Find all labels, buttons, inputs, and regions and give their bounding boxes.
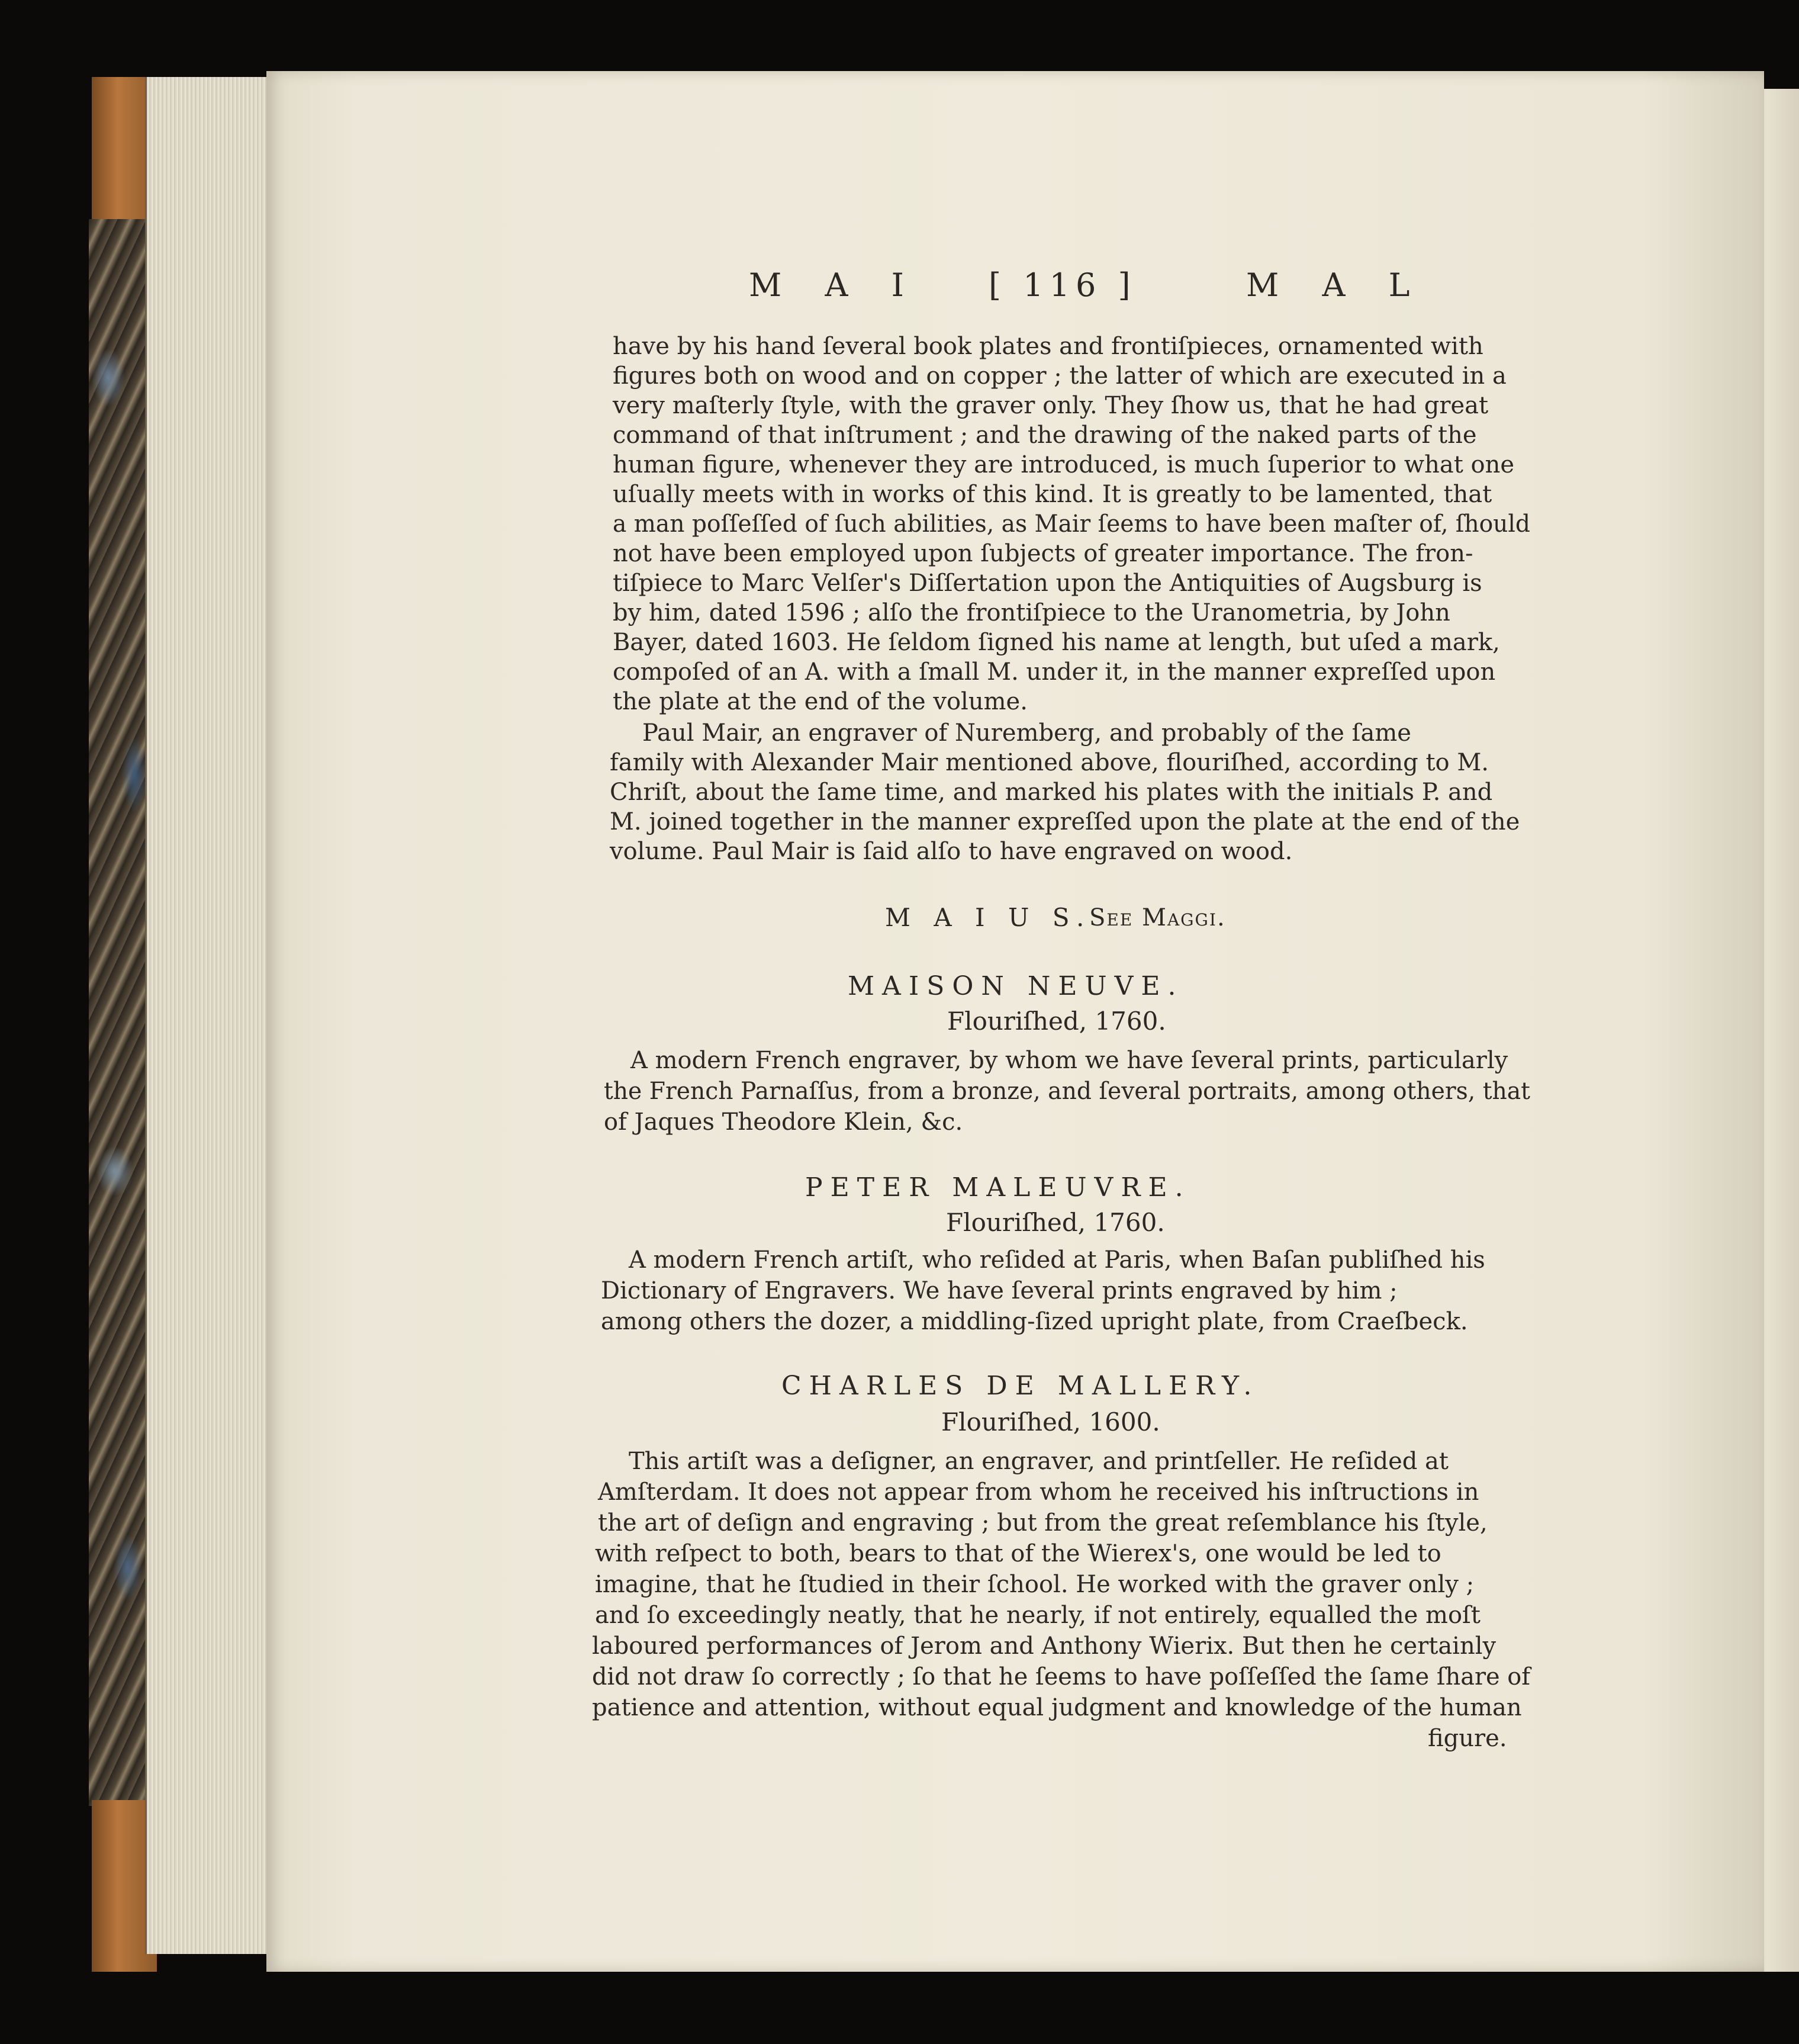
text-line: the art of deſign and engraving ; but from the great reſemblance his ſtyle,	[598, 1509, 1488, 1537]
text-line: patience and attention, without equal judgment and knowledge of the human	[592, 1694, 1522, 1721]
text-line: figure.	[1428, 1725, 1507, 1752]
page-edges	[145, 77, 277, 1954]
text-line: M. joined together in the manner expreſſed upon the plate at the end of the	[610, 808, 1520, 835]
text-line: family with Alexander Mair mentioned above, flouriſhed, according to M.	[610, 749, 1489, 776]
heading-charles-de-mallery: CHARLES DE MALLERY.	[781, 1371, 1260, 1401]
text-line: a man poſſeſſed of ſuch abilities, as Mair ſeems to have been maſter of, ſhould	[613, 510, 1530, 538]
text-line: very maſterly ſtyle, with the graver only. They ſhow us, that he had great	[613, 392, 1489, 419]
text-line: among others the dozer, a middling-ſized upright plate, from Craeſbeck.	[601, 1308, 1468, 1335]
text-line: A modern French artiſt, who reſided at Paris, when Baſan publiſhed his	[629, 1246, 1485, 1274]
text-line: the French Parnaſſus, from a bronze, and ſeveral portraits, among others, that	[604, 1078, 1530, 1105]
heading-peter-maleuvre: PETER MALEUVRE.	[805, 1172, 1191, 1203]
text-line: figures both on wood and on copper ; the latter of which are executed in a	[613, 362, 1507, 390]
text-line: Dictionary of Engravers. We have ſeveral prints engraved by him ;	[601, 1277, 1398, 1304]
text-line: by him, dated 1596 ; alſo the frontiſpiece to the Uranometria, by John	[613, 599, 1450, 626]
flourished-date: Flouriſhed, 1760.	[946, 1208, 1165, 1237]
page-number: [ 116 ]	[989, 266, 1137, 304]
text-line: human figure, whenever they are introduced, is much ſuperior to what one	[613, 451, 1515, 478]
text-line: of Jaques Theodore Klein, &c.	[604, 1108, 963, 1136]
text-line: with reſpect to both, bears to that of the Wierex's, one would be led to	[595, 1540, 1441, 1567]
text-line: This artiſt was a deſigner, an engraver, and printſeller. He reſided at	[629, 1448, 1449, 1475]
text-line: Chriſt, about the ſame time, and marked his plates with the initials P. and	[610, 779, 1493, 806]
text-line: command of that inſtrument ; and the drawing of the naked parts of the	[613, 422, 1477, 449]
text-line: volume. Paul Mair is ſaid alſo to have engraved on wood.	[610, 838, 1293, 865]
flourished-date: Flouriſhed, 1760.	[947, 1007, 1166, 1036]
text-line: uſually meets with in works of this kind. It is greatly to be lamented, that	[613, 481, 1492, 508]
text-line: laboured performances of Jerom and Anthony Wierix. But then he certainly	[592, 1632, 1497, 1660]
text-line: A modern French engraver, by whom we have ſeveral prints, particularly	[630, 1047, 1508, 1074]
text-line: and ſo exceedingly neatly, that he nearly, if not entirely, equalled the moſt	[595, 1602, 1481, 1629]
text-line: imagine, that he ſtudied in their ſchool. He worked with the graver only ;	[595, 1571, 1475, 1598]
heading-maison-neuve: MAISON NEUVE.	[848, 971, 1184, 1001]
running-head-left: M A I	[749, 266, 921, 304]
text-line: have by his hand ſeveral book plates and frontiſpieces, ornamented with	[613, 333, 1483, 360]
text-line: not have been employed upon ſubjects of greater importance. The fron-	[613, 540, 1473, 567]
text-line: Bayer, dated 1603. He ſeldom ſigned his name at length, but uſed a mark,	[613, 629, 1500, 656]
running-head-right: M A L	[1246, 266, 1427, 304]
text-line: Amſterdam. It does not appear from whom he received his inſtructions in	[598, 1479, 1479, 1506]
heading-maius: M A I U S.	[885, 903, 1092, 932]
text-line: Paul Mair, an engraver of Nuremberg, and probably of the ſame	[642, 719, 1411, 747]
text-line: tiſpiece to Marc Velſer's Diſſertation upon the Antiquities of Augsburg is	[613, 570, 1482, 597]
flourished-date: Flouriſhed, 1600.	[941, 1407, 1160, 1436]
text-line: did not draw ſo correctly ; ſo that he ſeems to have poſſeſſed the ſame ſhare of	[592, 1663, 1531, 1691]
see-reference: See Maggi.	[1089, 904, 1226, 931]
text-line: compoſed of an A. with a ſmall M. under it, in the manner expreſſed upon	[613, 658, 1496, 686]
text-line: the plate at the end of the volume.	[613, 688, 1028, 715]
